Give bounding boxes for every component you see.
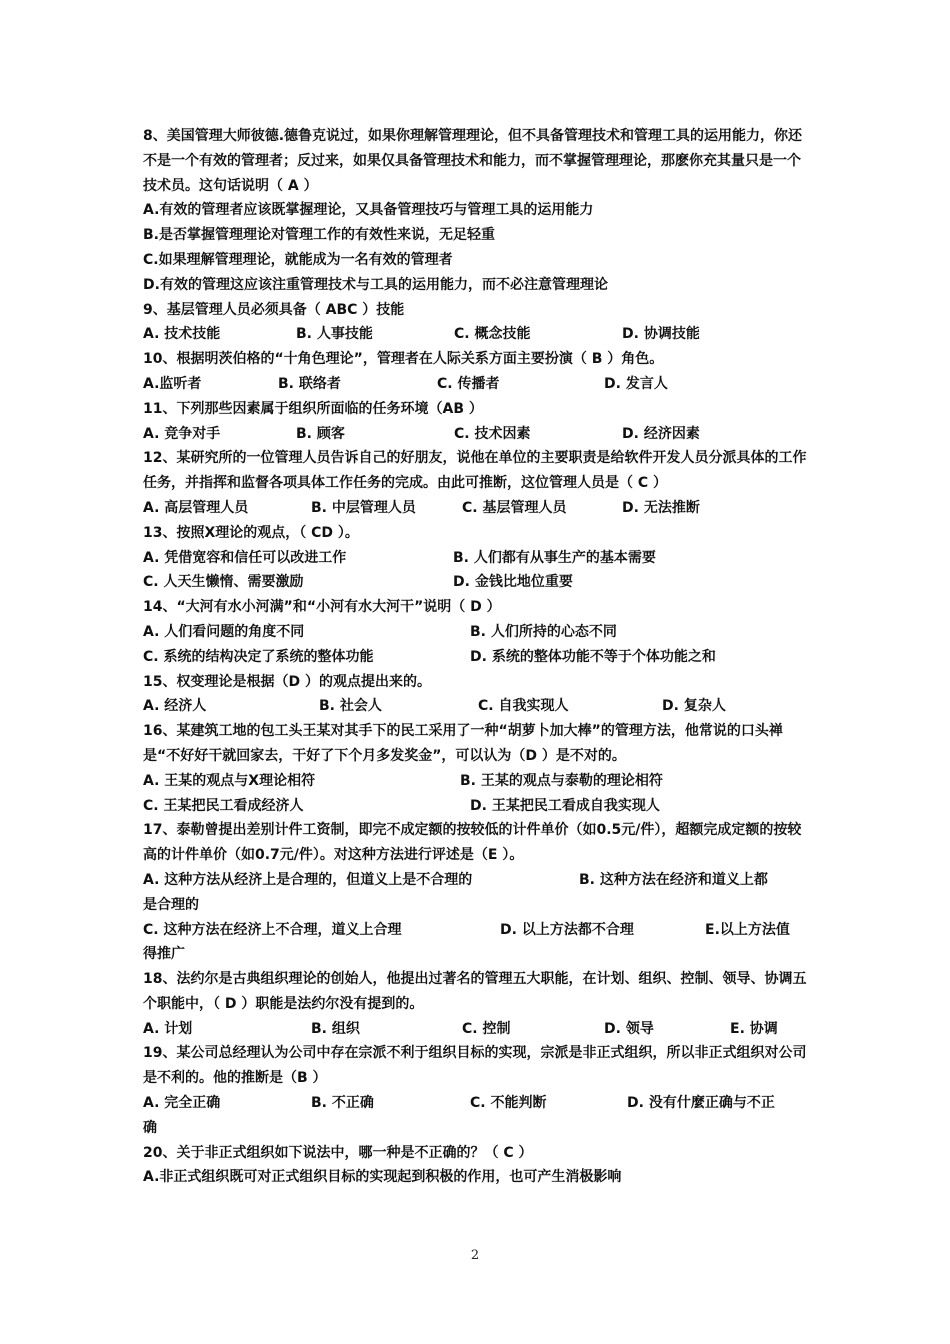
question-11-option-d: D. 经济因素 [622, 425, 700, 442]
question-14-option-d: D. 系统的整体功能不等于个体功能之和 [470, 648, 716, 665]
question-17-option-d: D. 以上方法都不合理 [500, 921, 634, 938]
question-16-option-c: C. 王某把民工看成经济人 [143, 797, 304, 814]
question-18-option-b: B. 组织 [311, 1020, 360, 1037]
question-10-option-c: C. 传播者 [437, 375, 500, 392]
question-14-option-a: A. 人们看问题的角度不同 [143, 623, 305, 640]
question-14-options-row1 [143, 620, 813, 645]
question-9-option-b: B. 人事技能 [296, 326, 373, 343]
question-list [143, 124, 813, 1190]
question-17-option-b: B. 这种方法在经济和道义上都 [579, 871, 768, 888]
question-15-option-a: A. 经济人 [143, 698, 207, 715]
question-14-option-c: C. 系统的结构决定了系统的整体功能 [143, 648, 374, 665]
question-17-option-e: E.以上方法值 [705, 921, 790, 938]
question-11-option-c: C. 技术因素 [454, 425, 531, 442]
question-8-stem: 8、美国管理大师彼德.德鲁克说过，如果你理解管理理论，但不具备管理技术和管理工具的运用能力，你还不是一个有效的管理者；反过来，如果仅具备管理技术和能力，而不掌握管理理论，那麽你充其量只是一个技术员。这句话说明（ A ） [143, 128, 803, 194]
question-18-stem: 18、法约尔是古典组织理论的创始人，他提出过著名的管理五大职能，在计划、组织、控制、领导、协调五个职能中，（ D ）职能是法约尔没有提到的。 [143, 971, 807, 1012]
question-16-option-d: D. 王某把民工看成自我实现人 [470, 797, 660, 814]
question-13-options-row2 [143, 570, 813, 595]
question-16-option-a: A. 王某的观点与X理论相符 [143, 772, 316, 789]
question-18-option-e: E. 协调 [730, 1020, 778, 1037]
question-9-stem: 9、基层管理人员必须具备（ ABC ）技能 [143, 301, 405, 318]
question-19-options [143, 1091, 813, 1116]
question-14-options-row2 [143, 645, 813, 670]
question-12-option-b: B. 中层管理人员 [311, 499, 416, 516]
question-12-stem: 12、某研究所的一位管理人员告诉自己的好朋友，说他在单位的主要职责是给软件开发人员分派具体的工作任务，并指挥和监督各项具体工作任务的完成。由此可推断，这位管理人员是（ C ） [143, 450, 807, 492]
question-10-stem: 10、根据明茨伯格的“十角色理论”，管理者在人际关系方面主要扮演（ B ）角色。 [143, 351, 664, 368]
question-9-options [143, 322, 813, 347]
question-12-option-c: C. 基层管理人员 [462, 499, 567, 516]
question-8-option-a: A.有效的管理者应该既掌握理论，又具备管理技巧与管理工具的运用能力 [143, 202, 594, 219]
question-9-option-d: D. 协调技能 [622, 326, 700, 343]
question-17-options-row2 [143, 918, 813, 943]
question-19-option-a: A. 完全正确 [143, 1095, 221, 1112]
question-15-options [143, 694, 813, 719]
question-10-option-a: A.监听者 [143, 375, 202, 392]
question-13-stem: 13、按照X理论的观点，（ CD ）。 [143, 524, 359, 541]
question-12-options [143, 496, 813, 521]
question-9-option-a: A. 技术技能 [143, 326, 221, 343]
question-19-option-d-continued: 确 [143, 1119, 157, 1136]
question-16-options-row1 [143, 769, 813, 794]
page-number: 2 [470, 1248, 480, 1263]
question-9-option-c: C. 概念技能 [454, 326, 531, 343]
question-17-option-e-continued: 得推广 [143, 946, 185, 963]
question-10-option-b: B. 联络者 [278, 375, 341, 392]
question-13-option-a: A. 凭借宽容和信任可以改进工作 [143, 549, 347, 566]
question-11-option-b: B. 顾客 [296, 425, 345, 442]
question-18-option-d: D. 领导 [604, 1020, 654, 1037]
question-18-option-a: A. 计划 [143, 1020, 193, 1037]
question-17-options-row1 [143, 868, 813, 893]
question-19-stem: 19、某公司总经理认为公司中存在宗派不利于组织目标的实现，宗派是非正式组织，所以非正式组织对公司是不利的。他的推断是（B ） [143, 1045, 807, 1087]
question-15-option-c: C. 自我实现人 [478, 698, 569, 715]
question-14-option-b: B. 人们所持的心态不同 [470, 623, 617, 640]
question-13-option-b: B. 人们都有从事生产的基本需要 [453, 549, 656, 566]
question-15-option-d: D. 复杂人 [662, 698, 726, 715]
question-18-option-c: C. 控制 [462, 1020, 511, 1037]
question-19-option-c: C. 不能判断 [470, 1095, 547, 1112]
question-19-option-d: D. 没有什麼正确与不正 [627, 1095, 775, 1112]
question-15-stem: 15、权变理论是根据（D ）的观点提出来的。 [143, 673, 431, 690]
question-20-stem: 20、关于非正式组织如下说法中，哪一种是不正确的？（ C ） [143, 1144, 533, 1161]
question-8-option-d: D.有效的管理这应该注重管理技术与工具的运用能力，而不必注意管理理论 [143, 276, 608, 293]
question-17-option-a: A. 这种方法从经济上是合理的，但道义上是不合理的 [143, 871, 473, 888]
question-10-options [143, 372, 813, 397]
question-16-option-b: B. 王某的观点与泰勒的理论相符 [460, 772, 663, 789]
question-17-option-b-continued: 是合理的 [143, 896, 199, 913]
question-17-stem: 17、泰勒曾提出差别计件工资制，即完不成定额的按较低的计件单价（如0.5元/件），超额完成定额的按较高的计件单价（如0.7元/件）。对这种方法进行评述是（E ）。 [143, 822, 802, 864]
question-11-options [143, 422, 813, 447]
question-19-option-b: B. 不正确 [311, 1095, 374, 1112]
question-8-option-c: C.如果理解管理理论，就能成为一名有效的管理者 [143, 251, 453, 268]
question-11-option-a: A. 竞争对手 [143, 425, 221, 442]
question-12-option-a: A. 高层管理人员 [143, 499, 249, 516]
question-14-stem: 14、“大河有水小河满”和“小河有水大河干”说明（ D ） [143, 599, 501, 616]
question-10-option-d: D. 发言人 [604, 375, 668, 392]
question-16-stem: 16、某建筑工地的包工头王某对其手下的民工采用了一种“胡萝卜加大棒”的管理方法，他常说的口头禅是“不好好干就回家去，干好了下个月多发奖金”，可以认为（D ）是不对的。 [143, 723, 783, 764]
question-13-options-row1 [143, 546, 813, 571]
question-13-option-d: D. 金钱比地位重要 [453, 574, 573, 591]
question-17-option-c: C. 这种方法在经济上不合理，道义上合理 [143, 921, 402, 938]
question-18-options [143, 1017, 813, 1042]
question-20-option-a: A.非正式组织既可对正式组织目标的实现起到积极的作用，也可产生消极影响 [143, 1169, 622, 1186]
question-12-option-d: D. 无法推断 [622, 499, 700, 516]
question-16-options-row2 [143, 794, 813, 819]
question-8-option-b: B.是否掌握管理理论对管理工作的有效性来说，无足轻重 [143, 227, 495, 244]
question-11-stem: 11、下列那些因素属于组织所面临的任务环境（AB ） [143, 400, 483, 417]
question-13-option-c: C. 人天生懒惰、需要激励 [143, 574, 304, 591]
question-15-option-b: B. 社会人 [319, 698, 382, 715]
